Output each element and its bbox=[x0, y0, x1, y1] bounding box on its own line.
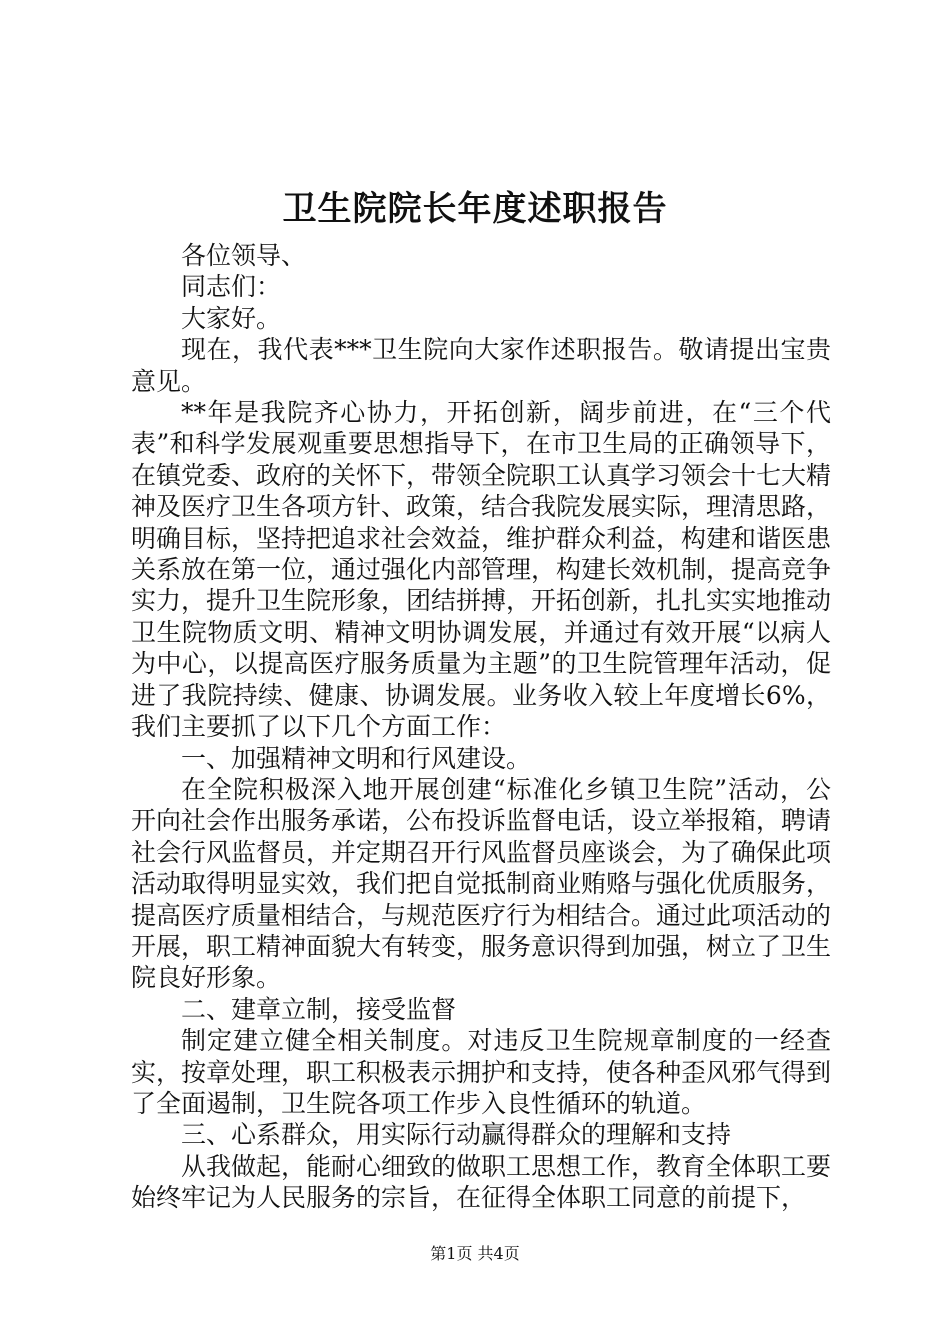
section-1-paragraph: 在全院积极深入地开展创建“标准化乡镇卫生院”活动，公开向社会作出服务承诺，公布投诉监督电话，设立举报箱，聘请社会行风监督员，并定期召开行风监督员座谈会，为了确保此项活动取得明显实效，我们把自觉抵制商业贿赂与强化优质服务，提高医疗质量相结合，与规范医疗行为相结合。通过此项活动的开展，职工精神面貌大有转变，服务意识得到加强，树立了卫生院良好形象。 bbox=[131, 774, 832, 993]
section-heading-3: 三、心系群众，用实际行动赢得群众的理解和支持 bbox=[181, 1120, 732, 1150]
section-heading-1: 一、加强精神文明和行风建设。 bbox=[181, 743, 532, 773]
document-body bbox=[131, 240, 831, 1214]
overview-paragraph: **年是我院齐心协力，开拓创新，阔步前进，在“三个代表”和科学发展观重要思想指导下，在市卫生局的正确领导下，在镇党委、政府的关怀下，带领全院职工认真学习领会十七大精神及医疗卫生各项方针、政策，结合我院发展实际，理清思路，明确目标，坚持把追求社会效益，维护群众利益，构建和谐医患关系放在第一位，通过强化内部管理，构建长效机制，提高竞争实力，提升卫生院形象，团结拼搏，开拓创新，扎扎实实地推动卫生院物质文明、精神文明协调发展，并通过有效开展“以病人为中心，以提高医疗服务质量为主题”的卫生院管理年活动，促进了我院持续、健康、协调发展。业务收入较上年度增长6%，我们主要抓了以下几个方面工作： bbox=[131, 398, 832, 742]
document-title: 卫生院院长年度述职报告 bbox=[282, 189, 668, 229]
section-heading-2: 二、建章立制，接受监督 bbox=[181, 994, 457, 1024]
section-3-paragraph: 从我做起，能耐心细致的做职工思想工作，教育全体职工要始终牢记为人民服务的宗旨，在征得全体职工同意的前提下， bbox=[131, 1151, 832, 1213]
section-2-paragraph: 制定建立健全相关制度。对违反卫生院规章制度的一经查实，按章处理，职工积极表示拥护和支持，使各种歪风邪气得到了全面遏制，卫生院各项工作步入良性循环的轨道。 bbox=[131, 1026, 832, 1118]
intro-paragraph: 现在，我代表***卫生院向大家作述职报告。敬请提出宝贵意见。 bbox=[131, 335, 831, 396]
salutation-leaders: 各位领导、 bbox=[181, 241, 307, 270]
page-footer: 第1页 共4页 bbox=[430, 1244, 520, 1263]
greeting: 大家好。 bbox=[181, 303, 282, 333]
salutation-comrades: 同志们： bbox=[181, 272, 282, 302]
